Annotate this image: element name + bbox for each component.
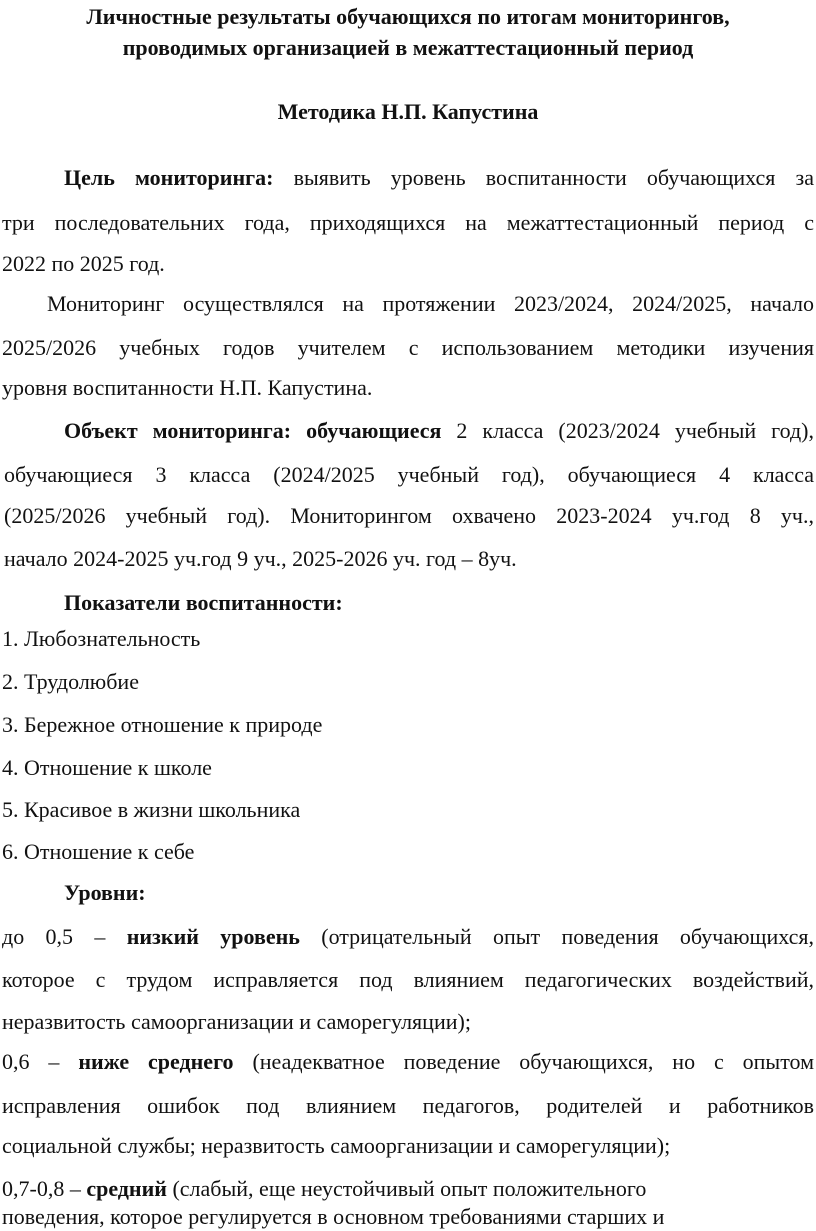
level-avg-name: средний	[86, 1176, 167, 1201]
level-low-line-2: которое с трудом исправляется под влиянием педагогических воздействий,	[2, 967, 814, 992]
level-low-prefix: до 0,5 –	[2, 924, 106, 949]
object-line-1	[64, 418, 814, 444]
indicators-heading: Показатели воспитанности:	[64, 590, 343, 615]
object-line-2: обучающиеся 3 класса (2024/2025 учебный год), обучающиеся 4 класса	[4, 462, 814, 487]
indicator-item: 2. Трудолюбие	[2, 669, 139, 694]
indicator-item: 3. Бережное отношение к природе	[2, 712, 323, 737]
indicator-item: 4. Отношение к школе	[2, 755, 212, 780]
monitoring-line-3: уровня воспитанности Н.П. Капустина.	[2, 375, 373, 400]
level-below-line-1	[2, 1049, 814, 1075]
level-avg-prefix: 0,7-0,8 –	[2, 1176, 81, 1201]
method-title: Методика Н.П. Капустина	[277, 99, 539, 124]
level-avg-text: (слабый, еще неустойчивый опыт положительного	[172, 1176, 647, 1201]
goal-line-1	[64, 165, 814, 191]
level-low-text: (отрицательный опыт поведения обучающихся,	[321, 924, 815, 949]
level-avg-line-2: поведения, которое регулируется в основном требованиями старших и	[2, 1204, 665, 1229]
level-low-line-1	[2, 924, 814, 950]
object-line-3: (2025/2026 учебный год). Мониторингом охвачено 2023-2024 уч.год 8 уч.,	[4, 503, 814, 528]
level-low-line-3: неразвитость самоорганизации и саморегуляции);	[2, 1009, 471, 1034]
level-below-line-3: социальной службы; неразвитость самоорганизации и саморегуляции);	[2, 1133, 671, 1158]
level-below-text: (неадекватное поведение обучающихся, но с опытом	[252, 1049, 815, 1074]
goal-label: Цель мониторинга:	[64, 165, 274, 190]
level-below-line-2: исправления ошибок под влиянием педагогов, родителей и работников	[2, 1093, 814, 1118]
object-line-4: начало 2024-2025 уч.год 9 уч., 2025-2026 уч. год – 8уч.	[4, 546, 517, 571]
object-text: 2 класса (2023/2024 учебный год),	[456, 418, 815, 443]
goal-line-2: три последовательних года, приходящихся на межаттестационный период с	[2, 210, 814, 235]
object-label: Объект мониторинга: обучающиеся	[64, 418, 442, 443]
goal-line-3: 2022 по 2025 год.	[2, 251, 165, 276]
level-below-name: ниже среднего	[78, 1049, 234, 1074]
levels-heading: Уровни:	[64, 880, 146, 905]
level-avg-line-1	[2, 1176, 646, 1202]
title-line-1: Личностные результаты обучающихся по итогам мониторингов,	[86, 4, 730, 29]
level-below-prefix: 0,6 –	[2, 1049, 60, 1074]
indicator-item: 5. Красивое в жизни школьника	[2, 797, 301, 822]
title-line-2: проводимых организацией в межаттестационный период	[122, 35, 694, 60]
goal-text: выявить уровень воспитанности обучающихся за	[293, 165, 814, 190]
level-low-name: низкий уровень	[126, 924, 300, 949]
monitoring-line-2: 2025/2026 учебных годов учителем с использованием методики изучения	[2, 335, 814, 360]
indicator-item: 6. Отношение к себе	[2, 839, 195, 864]
monitoring-line-1: Мониторинг осуществлялся на протяжении 2023/2024, 2024/2025, начало	[47, 291, 814, 316]
indicator-item: 1. Любознательность	[2, 626, 201, 651]
